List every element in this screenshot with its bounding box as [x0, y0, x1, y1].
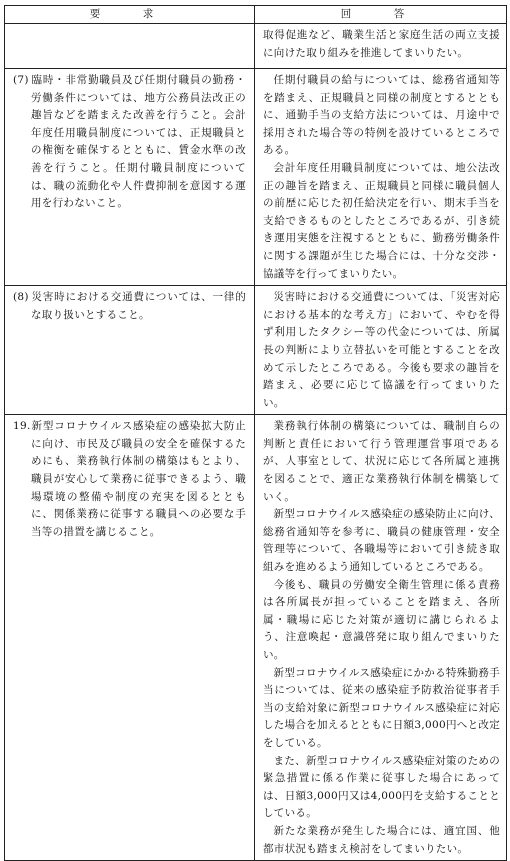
- item-number: (7): [13, 74, 29, 86]
- request-cell: [5, 286, 255, 415]
- answer-paragraph: 新型コロナウイルス感染症の感染防止に向け、総務省通知等を参考に、職員の健康管理・安全管理等について、各職場等において引き続き取組みを進めるよう通知しているところである。: [263, 508, 500, 574]
- request-text: 災害時における交通費については、一律的な取り扱いとすること。: [31, 291, 246, 321]
- answer-paragraph: 今後も、職員の労働安全衛生管理に係る責務は各所属長が担っていることを踏まえ、各所属・職場に応じた対策が適切に講じられるよう、注意喚起・意識啓発に取り組んでまいりたい。: [263, 578, 500, 661]
- answer-cell: [255, 286, 507, 415]
- answer-cell: [255, 69, 507, 286]
- header-answer: 回 答: [255, 6, 507, 24]
- table-row: [5, 69, 507, 286]
- table-header-row: [5, 6, 507, 24]
- table-row: [5, 415, 507, 861]
- answer-paragraph: 業務執行体制の構築については、職制自らの判断と責任において行う管理運営事項であるが、人事室として、状況に応じて各所属と連携を図ることで、適正な業務執行体制を構築していく。: [263, 420, 500, 503]
- answer-paragraph: 会計年度任用職員制度については、地公法改正の趣旨を踏まえ、正規職員と同様に職員個人の前歴に応じた初任給決定を行い、期末手当を支給できるものとしたところであるが、引き続き運用実態を注視するとともに、勤務労働条件に関する課題が生じた場合には、十分な交渉・協議等を行ってまいりたい。: [263, 161, 500, 280]
- request-text: 臨時・非常勤職員及び任期付職員の勤務・労働条件については、地方公務員法改正の趣旨などを踏まえた改善を行うこと。会計年度任用職員制度については、正規職員との権衡を確保するとともに、賃金水準の改善を行うこと。任期付職員制度については、職の流動化や人件費抑制を意図する運用を行わないこと。: [31, 74, 246, 210]
- answer-cell: [255, 415, 507, 861]
- request-cell: [5, 415, 255, 861]
- answer-paragraph: 新たな業務が発生した場合には、適宜国、他都市状況も踏まえ検討をしてまいりたい。: [263, 824, 500, 855]
- answer-cell: [255, 24, 507, 69]
- table-row: [5, 286, 507, 415]
- request-cell: [5, 69, 255, 286]
- header-request: 要 求: [5, 6, 255, 24]
- answer-paragraph: また、新型コロナウイルス感染症対策のための緊急措置に係る作業に従事した場合にあっては、日額3,000円又は4,000円を支給することとしている。: [263, 754, 500, 820]
- request-cell: [5, 24, 255, 69]
- item-number: 19.: [13, 420, 31, 433]
- answer-paragraph: 取得促進など、職業生活と家庭生活の両立支援に向けた取り組みを推進してまいりたい。: [263, 29, 500, 59]
- answer-paragraph: 災害時における交通費については、「災害対応における基本的な考え方」において、やむを得ず利用したタクシー等の代金については、所属長の判断により立替払いを可能とすることを改めて示したところである。今後も要求の趣旨を踏まえ、必要に応じて協議を行ってまいりたい。: [263, 291, 500, 409]
- request-answer-table: [4, 5, 507, 861]
- table-row: [5, 24, 507, 69]
- request-text: 新型コロナウイルス感染症の感染拡大防止に向け、市民及び職員の安全を確保するためにも、業務執行体制の構築はもとより、職員が安心して業務に従事できるよう、職場環境の整備や制度の充実を図るとともに、関係業務に従事する職員への必要な手当等の措置を講じること。: [31, 420, 246, 538]
- answer-paragraph: 新型コロナウイルス感染症にかかる特殊勤務手当については、従来の感染症予防救治従事者手当の支給対象に新型コロナウイルス感染症に対応した場合を加えるとともに日額3,000円へと改定をしている。: [263, 666, 500, 749]
- item-number: (8): [13, 291, 29, 304]
- answer-paragraph: 任期付職員の給与については、総務省通知等を踏まえ、正規職員と同様の制度とするとともに、通勤手当の支給方法については、月途中で採用された場合等の特例を設けているところである。: [263, 74, 500, 157]
